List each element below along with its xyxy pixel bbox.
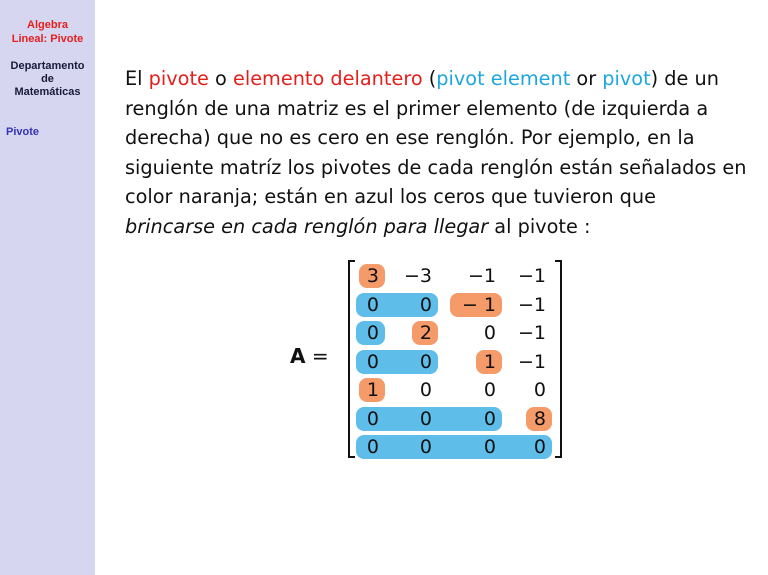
term-pivote: pivote (148, 67, 209, 90)
matrix-entry: 3 (366, 265, 379, 287)
matrix-entry: −3 (403, 265, 432, 287)
equals-sign: = (305, 344, 329, 368)
emphasized-text: brincarse en cada renglón para llegar (125, 214, 489, 238)
matrix-entry: 0 (483, 379, 496, 401)
department-line-1: Departamento (10, 60, 85, 72)
matrix-entry: 0 (419, 436, 432, 458)
matrix-entry: −1 (517, 265, 546, 287)
matrix-entry: 8 (533, 407, 546, 430)
text-run: or (570, 67, 603, 90)
matrix-entry: 0 (483, 322, 496, 344)
presentation-title-line-1: Algebra (27, 19, 68, 31)
matrix-label (290, 344, 329, 368)
matrix-entry: 2 (419, 322, 432, 344)
matrix-a (348, 260, 562, 460)
text-run: El (125, 67, 149, 90)
matrix-entry: 0 (419, 350, 432, 373)
slide-body (125, 64, 750, 241)
presentation-title (0, 18, 95, 46)
text-run: o (208, 67, 233, 90)
matrix-entry: 0 (419, 293, 432, 316)
matrix-entry: − 1 (461, 293, 496, 316)
matrix-entry: 0 (366, 293, 379, 316)
matrix-entry: −1 (467, 265, 496, 287)
matrix-entry: 0 (366, 436, 379, 458)
right-bracket (555, 260, 562, 458)
department-line-2: de (41, 73, 54, 85)
matrix-entry: 0 (366, 407, 379, 430)
department-line-3: Matemáticas (14, 86, 81, 98)
sidebar (0, 0, 95, 575)
department-name (0, 60, 95, 99)
text-run: ) de un renglón de una matriz es el primer elemento (de izquierda a derecha) que no es cero en ese renglón. Por ejemplo, en la siguiente matríz los pivotes de cada renglón están señalados en color naranja; están en azul los ceros que tuvieron que (125, 67, 747, 208)
text-run: al pivote : (488, 214, 591, 238)
nav-item-pivote[interactable]: Pivote (6, 126, 40, 138)
text-run: ( (422, 67, 437, 90)
term-pivot: pivot (602, 67, 651, 90)
matrix-symbol: A (290, 344, 306, 368)
matrix-entry: 1 (366, 379, 379, 401)
matrix-entry: 0 (366, 322, 379, 344)
term-elemento-delantero: elemento delantero (232, 67, 423, 90)
matrix-entry: −1 (517, 350, 546, 373)
matrix-entry: 0 (419, 379, 432, 401)
matrix-entry: 0 (419, 407, 432, 430)
matrix-entry: 1 (483, 350, 496, 373)
matrix-entry: 0 (483, 407, 496, 430)
matrix-entry: −1 (517, 293, 546, 316)
definition-paragraph (125, 64, 750, 241)
matrix-entry: 0 (366, 350, 379, 373)
matrix-equation (290, 256, 580, 462)
matrix-entry: 0 (533, 436, 546, 458)
term-pivot-element: pivot element (436, 67, 571, 90)
matrix-entry: 0 (533, 379, 546, 401)
presentation-title-line-2: Lineal: Pivote (11, 33, 84, 45)
matrix-entry: −1 (517, 322, 546, 344)
matrix-entry: 0 (483, 436, 496, 458)
